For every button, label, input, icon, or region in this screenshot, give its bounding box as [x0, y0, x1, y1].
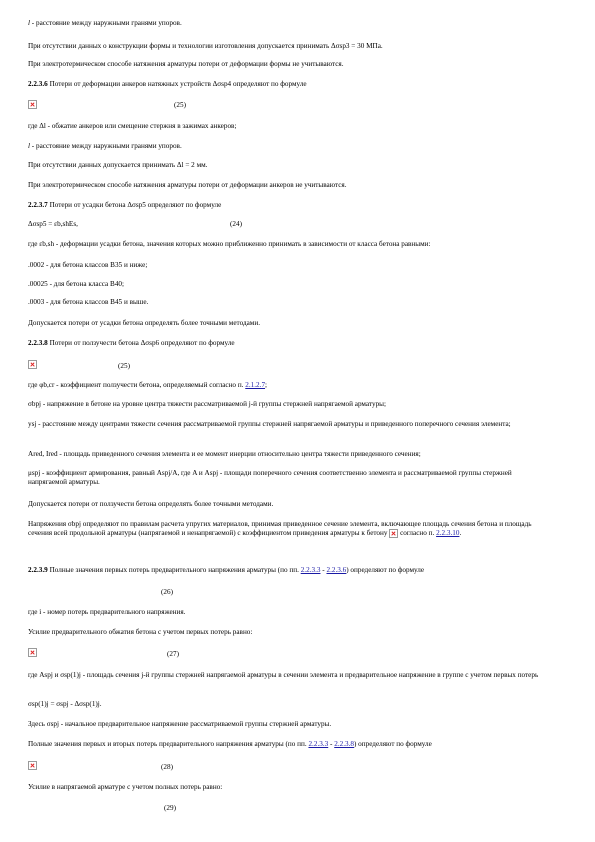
text-line: При отсутствии данных допускается принимать Δl = 2 мм.	[28, 161, 208, 169]
equation-number: (24)	[230, 220, 242, 228]
text-line: Полные значения первых и вторых потерь предварительного напряжения арматуры (по пп. 2.2.3.3 - 2.2.3.8) определяют по формуле	[28, 740, 432, 748]
text-line: При электротермическом способе натяжения арматуры потери от деформации формы не учитываются.	[28, 60, 344, 68]
text-line: σsp(1)j = σspj - Δσsp(1)j.	[28, 700, 102, 708]
text-line: .00025 - для бетона класса В40;	[28, 280, 125, 288]
equation-number: (25)	[174, 101, 186, 109]
link-2-2-3-10[interactable]: 2.2.3.10	[436, 529, 460, 538]
equation-number: (29)	[164, 804, 176, 812]
formula-row	[28, 360, 573, 369]
link-2-1-2-7[interactable]: 2.1.2.7	[245, 381, 266, 389]
text-line: .0003 - для бетона классов В45 и выше.	[28, 298, 149, 306]
equation-number: (27)	[167, 650, 179, 658]
text-paragraph: ysj - расстояние между центрами тяжести сечения рассматриваемой группы стержней напрягаемой арматуры и приведенного поперечного сечения элемента;	[28, 420, 511, 428]
equation-number: (25)	[118, 362, 130, 370]
broken-image-icon	[28, 100, 37, 109]
text-line: Усилие предварительного обжатия бетона с учетом первых потерь равно:	[28, 628, 253, 636]
section-heading: 2.2.3.7 Потери от усадки бетона Δσsp5 определяют по формуле	[28, 201, 222, 209]
text-paragraph: μspj - коэффициент армирования, равный Aspj/A, где A и Aspj - площади поперечного сечения соответственно элемента и рассматриваемой группы стержней напрягаемой арматуры.	[28, 469, 512, 486]
text-line: Усилие в напрягаемой арматуре с учетом полных потерь равно:	[28, 783, 223, 791]
equation-number: (26)	[161, 588, 173, 596]
text-line: где Δl - обжатие анкеров или смещение стержня в зажимах анкеров;	[28, 122, 237, 130]
text-line: Допускается потери от ползучести бетона определять более точными методами.	[28, 500, 274, 508]
link-2-2-3-6[interactable]: 2.2.3.6	[326, 566, 347, 574]
text-paragraph: Напряжения σbpj определяют по правилам расчета упругих материалов, принимая приведенное сечение элемента, включающее площадь сечения бетона и площадь сечения всей продольной арматуры (напрягаемой и ненапрягаемой) с коэффициентом приведения арматуры к бетону согласно п. 2.2.3.10.	[28, 520, 532, 538]
text-line: При электротермическом способе натяжения арматуры потери от деформации анкеров не учитываются.	[28, 181, 347, 189]
link-2-2-3-8[interactable]: 2.2.3.8	[334, 740, 354, 748]
section-heading: 2.2.3.8 Потери от ползучести бетона Δσsp6 определяют по формуле	[28, 339, 235, 347]
text-line: σbpj - напряжение в бетоне на уровне центра тяжести рассматриваемой j-й группы стержней напрягаемой арматуры;	[28, 400, 386, 408]
section-heading: 2.2.3.9 Полные значения первых потерь предварительного напряжения арматуры (по пп. 2.2.3.3 - 2.2.3.6) определяют по формуле	[28, 566, 425, 574]
broken-image-icon	[28, 360, 37, 369]
formula-row	[28, 220, 573, 229]
text-line: .0002 - для бетона классов В35 и ниже;	[28, 261, 148, 269]
text-line: При отсутствии данных о конструкции формы и технологии изготовления допускается принимать Δσsp3 = 30 МПа.	[28, 42, 383, 50]
link-2-2-3-3[interactable]: 2.2.3.3	[308, 740, 329, 748]
formula-row	[28, 648, 573, 657]
broken-image-icon	[28, 761, 37, 770]
text-line: Здесь σspj - начальное предварительное напряжение рассматриваемой группы стержней арматуры.	[28, 720, 332, 728]
section-heading: 2.2.3.6 Потери от деформации анкеров натяжных устройств Δσsp4 определяют по формуле	[28, 80, 307, 88]
equation-number: (28)	[161, 763, 173, 771]
broken-image-icon	[389, 529, 398, 538]
text-line: где φb,cr - коэффициент ползучести бетона, определяемый согласно п. 2.1.2.7;	[28, 381, 268, 389]
text-line: Ared, Ired - площадь приведенного сечения элемента и ее момент инерции относительно центра тяжести приведенного сечения;	[28, 450, 421, 458]
formula-row	[28, 100, 573, 109]
formula-text: Δσsp5 = εb,shEs,	[28, 220, 78, 228]
text-line: где i - номер потерь предварительного напряжения.	[28, 608, 186, 616]
text-line: l - расстояние между наружными гранями упоров.	[28, 19, 182, 27]
link-2-2-3-3[interactable]: 2.2.3.3	[300, 566, 321, 574]
text-line: где εb,sh - деформации усадки бетона, значения которых можно приближенно принимать в зависимости от класса бетона равными:	[28, 240, 431, 248]
text-paragraph: где Aspj и σsp(1)j - площадь сечения j-й группы стержней напрягаемой арматуры в сечении элемента и предварительное напряжение в группе с учетом первых потерь	[28, 671, 539, 679]
broken-image-icon	[28, 648, 37, 657]
text-line: l - расстояние между наружными гранями упоров.	[28, 142, 182, 150]
formula-row	[28, 761, 573, 770]
text-line: Допускается потери от усадки бетона определять более точными методами.	[28, 319, 260, 327]
